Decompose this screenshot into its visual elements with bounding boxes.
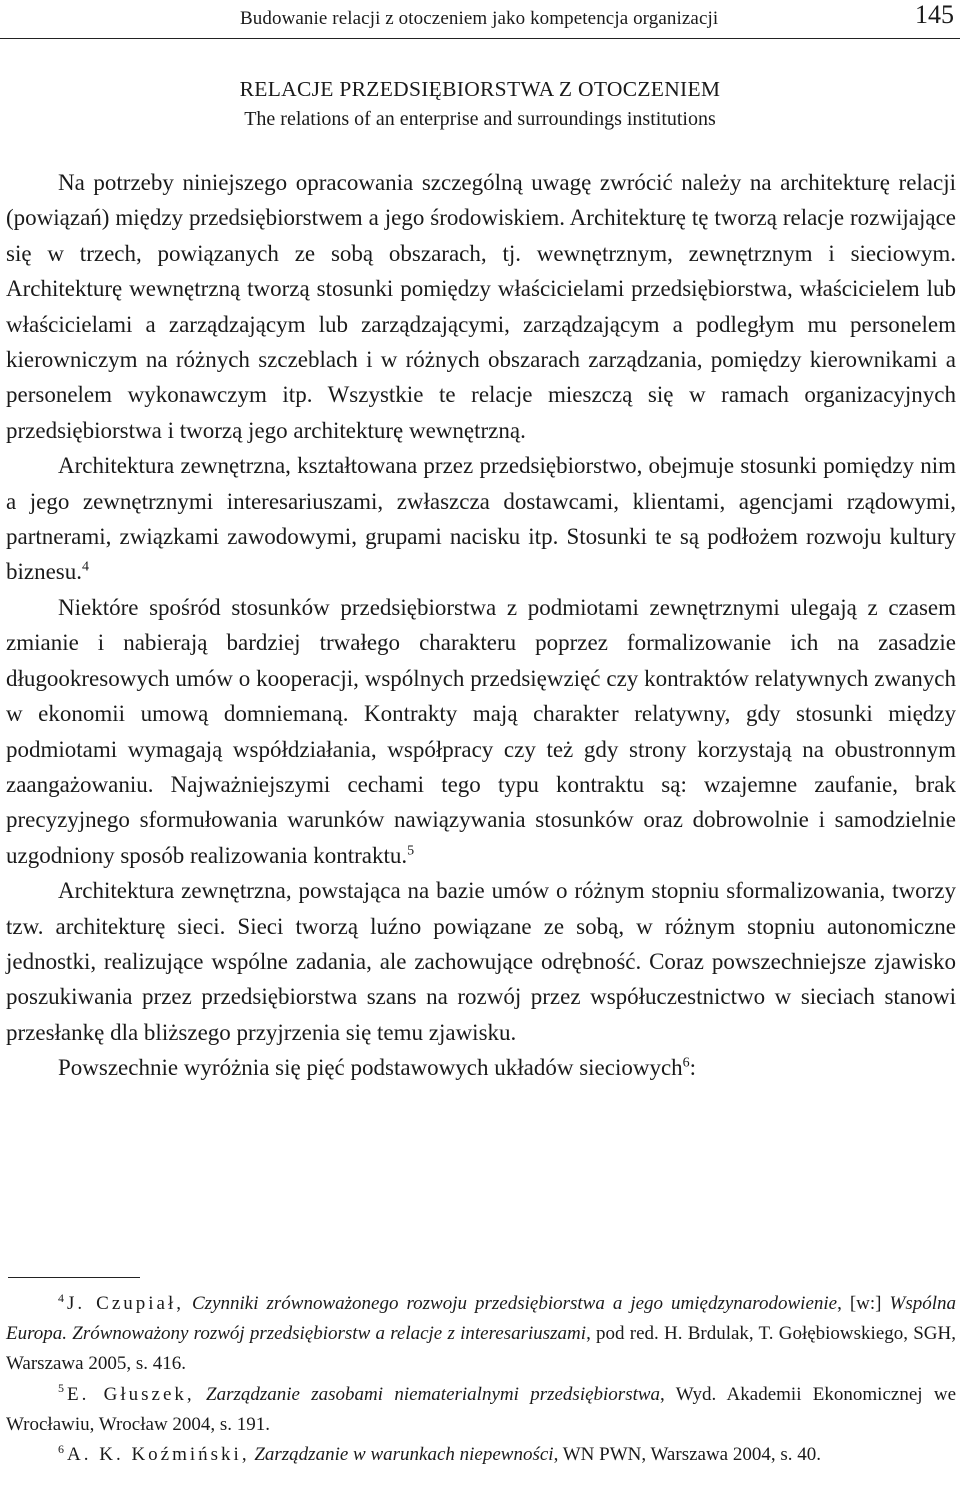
footnote-divider bbox=[8, 1277, 140, 1278]
footnote-details: , pod red. H. Brdulak, T. Gołębiowskiego, SGH, Warszawa 2005, s. 416. bbox=[6, 1323, 956, 1375]
paragraph bbox=[6, 590, 956, 873]
footnote bbox=[6, 1440, 956, 1470]
footnote-reference[interactable]: 5 bbox=[407, 843, 415, 859]
footnote-reference[interactable]: 4 bbox=[82, 559, 90, 575]
running-header bbox=[0, 0, 960, 39]
page-number: 145 bbox=[915, 0, 954, 29]
section-subtitle: The relations of an enterprise and surroundings institutions bbox=[244, 108, 716, 130]
footnotes bbox=[6, 1289, 956, 1470]
paragraph bbox=[6, 448, 956, 590]
footnote-title: Czynniki zrównoważonego rozwoju przedsiębiorstwa a jego umiędzynarodowienie bbox=[192, 1293, 838, 1314]
footnote bbox=[6, 1289, 956, 1380]
footnote-number: 4 bbox=[58, 1290, 64, 1305]
paragraph-text: Powszechnie wyróżnia się pięć podstawowych układów sieciowych bbox=[58, 1055, 683, 1081]
footnote-author: A. K. Koźmiński, bbox=[67, 1444, 250, 1466]
running-title: Budowanie relacji z otoczeniem jako kompetencja organizacji bbox=[240, 8, 719, 29]
paragraph-text: Na potrzeby niniejszego opracowania szczególną uwagę zwrócić należy na architekturę relacji (powiązań) między przedsiębiorstwem a jego środowiskiem. Architekturę tę tworzą relacje rozwijające się w trzech, powiązanych ze sobą obszarach, tj. wewnętrznym, zewnętrznym i sieciowym. Architekturę wewnętrzną tworzą stosunki pomiędzy właścicielami przedsiębiorstwa, właścicielem lub właścicielami a zarządzającym lub zarządzającymi, zarządzającym a podległym mu personelem kierowniczym na różnych szczeblach i w różnych obszarach zarządzania, pomiędzy kierownikami a personelem wykonawczym itp. Wszystkie te relacje mieszczą się w ramach organizacyjnych przedsiębiorstwa i tworzą jego architekturę wewnętrzną. bbox=[6, 170, 956, 443]
paragraph bbox=[6, 1050, 956, 1085]
footnote bbox=[6, 1380, 956, 1440]
paragraph-text: Architektura zewnętrzna, kształtowana przez przedsiębiorstwo, obejmuje stosunki pomiędzy nim a jego zewnętrznymi interesariuszami, zwłaszcza dostawcami, klientami, agencjami rządowymi, partnerami, związkami zawodowymi, grupami nacisku itp. Stosunki te są podłożem rozwoju kultury biznesu. bbox=[6, 453, 956, 585]
paragraph-tail: : bbox=[689, 1055, 697, 1081]
body-text bbox=[6, 165, 956, 1086]
paragraph-text: Niektóre spośród stosunków przedsiębiorstwa z podmiotami zewnętrznymi ulegają z czasem zmianie i nabierają bardziej trwałego charakteru poprzez formalizowanie ich na zasadzie długookresowych umów o kooperacji, wspólnych przedsięwzięć czy kontraktów relatywnych zwanych w ekonomii umową domniemaną. Kontrakty mają charakter relatywny, gdy stosunki między podmiotami wymagają współdziałania, współpracy czy też gdy strony korzystają na obustronnym zaangażowaniu. Najważniejszymi cechami tego typu kontraktu są: wzajemne zaufanie, brak precyzyjnego sformułowania warunków nawiązywania stosunków oraz dobrowolnie i samodzielnie uzgodniony sposób realizowania kontraktu. bbox=[6, 594, 956, 868]
paragraph bbox=[6, 165, 956, 448]
footnote-mid: , [w:] bbox=[837, 1293, 890, 1314]
footnote-reference[interactable]: 6 bbox=[682, 1055, 690, 1071]
footnote-author: E. Głuszek, bbox=[67, 1383, 195, 1405]
footnote-number: 6 bbox=[58, 1441, 64, 1456]
section-title: RELACJE PRZEDSIĘBIORSTWA Z OTOCZENIEM bbox=[239, 77, 721, 101]
footnote-source: Wspólna Europa. Zrównoważony rozwój przedsiębiorstw a relacje z interesariuszami bbox=[6, 1293, 956, 1345]
paragraph bbox=[6, 873, 956, 1050]
footnote-title: Zarządzanie zasobami niematerialnymi przedsiębiorstwa bbox=[206, 1383, 661, 1405]
paragraph-text: Architektura zewnętrzna, powstająca na bazie umów o różnym stopniu sformalizowania, tworzy tzw. architekturę sieci. Sieci tworzą luźno powiązane ze sobą, w różnym stopniu autonomiczne jednostki, realizujące wspólne zadania, ale zachowujące odrębność. Coraz powszechniejsze zjawisko poszukiwania przez przedsiębiorstwa szans na rozwój przez współuczestnictwo w sieciach stanowi przesłankę dla bliższego przyjrzenia się temu zjawisku. bbox=[6, 878, 956, 1045]
footnote-number: 5 bbox=[58, 1381, 64, 1396]
footnote-title: Zarządzanie w warunkach niepewności bbox=[254, 1444, 554, 1466]
footnote-details: , WN PWN, Warszawa 2004, s. 40. bbox=[553, 1444, 821, 1466]
footnote-details: , Wyd. Akademii Ekonomicznej we Wrocławiu, Wrocław 2004, s. 191. bbox=[6, 1383, 956, 1435]
footnote-author: J. Czupiał, bbox=[67, 1293, 184, 1314]
